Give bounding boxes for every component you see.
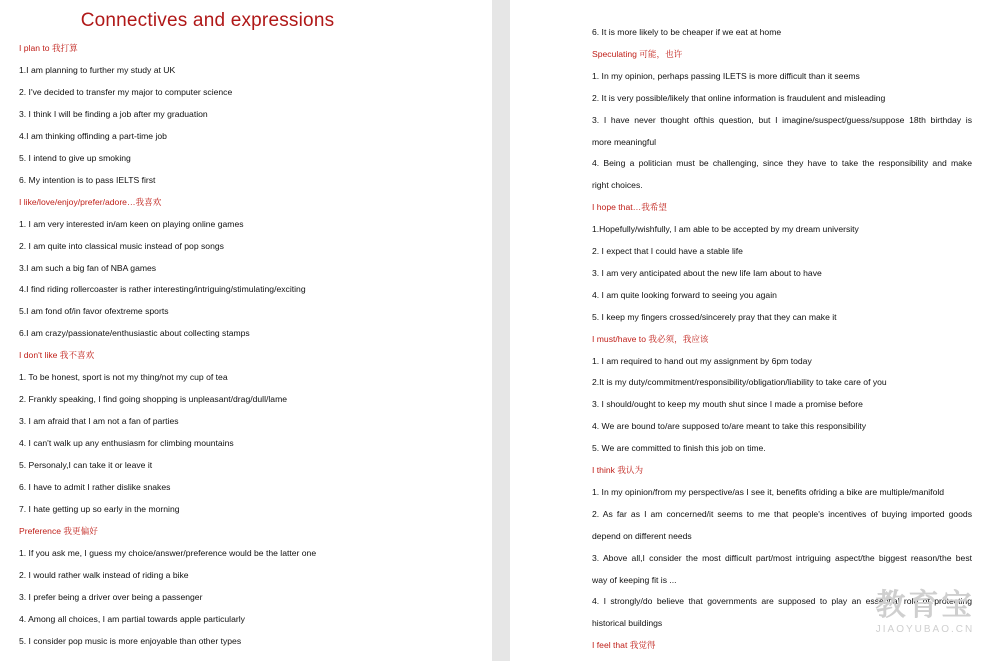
text-line: 5. I keep my fingers crossed/sincerely pray that they can make it	[592, 311, 837, 322]
text-line: 4. Among all choices, I am partial towards apple particularly	[19, 613, 245, 624]
text-line: 6. It is more likely to be cheaper if we eat at home	[592, 27, 782, 37]
section-heading: I think 我认为	[592, 465, 644, 475]
section-heading: I hope that…我希望	[592, 202, 667, 213]
text-line: 1. If you ask me, I guess my choice/answer/preference would be the latter one	[19, 547, 317, 558]
text-line: 4. I can't walk up any enthusiasm for climbing mountains	[19, 438, 234, 449]
text-line: 2. I expect that I could have a stable life	[592, 246, 743, 256]
text-line: 3. I am afraid that I am not a fan of parties	[19, 416, 179, 427]
text-line: 5.I am fond of/in favor ofextreme sports	[19, 306, 169, 317]
text-line: 2. Frankly speaking, I find going shopping is unpleasant/drag/dull/lame	[19, 394, 288, 405]
section-heading: Preference 我更偏好	[19, 525, 98, 536]
text-line: 6.I am crazy/passionate/enthusiastic about collecting stamps	[19, 328, 250, 339]
text-line: depend on different needs	[592, 530, 692, 541]
section-heading: I must/have to 我必须，我应该	[592, 333, 709, 344]
text-line: 1.I am planning to further my study at UK	[19, 64, 176, 75]
text-line: 2. I've decided to transfer my major to computer science	[19, 86, 233, 97]
section-heading: I don't like 我不喜欢	[19, 350, 95, 361]
text-line: 3. I am very anticipated about the new life Iam about to have	[592, 267, 822, 278]
section-heading: Speculating 可能，也许	[592, 48, 683, 59]
text-line: historical buildings	[592, 618, 663, 629]
text-line: 3. I think I will be finding a job after my graduation	[19, 108, 208, 119]
text-line: 1. In my opinion, perhaps passing ILETS is more difficult than it seems	[592, 70, 860, 81]
text-line: 5. I consider pop music is more enjoyable than other types	[19, 635, 242, 646]
text-line: 4.I find riding rollercoaster is rather interesting/intriguing/stimulating/exciting	[19, 284, 306, 295]
text-line: 1.Hopefully/wishfully, I am able to be accepted by my dream university	[592, 224, 859, 235]
text-line: 5. I intend to give up smoking	[19, 152, 131, 163]
section-heading: I feel that 我觉得	[592, 640, 656, 651]
section-heading: I like/love/enjoy/prefer/adore…我喜欢	[19, 196, 162, 207]
text-line: 4. I am quite looking forward to seeing you again	[592, 289, 777, 300]
text-line: 3. I should/ought to keep my mouth shut since I made a promise before	[592, 399, 863, 410]
text-line: 5. We are committed to finish this job on time.	[592, 443, 766, 454]
text-line: 2. It is very possible/likely that online information is fraudulent and misleading	[592, 92, 886, 103]
text-line: 2. As far as I am concerned/it seems to me that people's incentives of buying imported goods	[592, 508, 972, 519]
text-line: 5. Personaly,I can take it or leave it	[19, 460, 153, 471]
document-page-right	[510, 0, 1005, 661]
watermark-text-en: JIAOYUBAO.CN	[875, 624, 975, 635]
text-line: right choices.	[592, 180, 643, 191]
watermark-text-cn: 教育宝	[875, 588, 975, 623]
text-line: 3.I am such a big fan of NBA games	[19, 262, 157, 273]
watermark-logo	[861, 588, 989, 648]
text-line: 1. In my opinion/from my perspective/as I see it, benefits ofriding a bike are multiple/manifold	[592, 486, 945, 497]
page-title: Connectives and expressions	[80, 10, 335, 31]
section-heading: I plan to 我打算	[19, 43, 78, 53]
text-line: 4.I am thinking offinding a part-time job	[19, 130, 167, 141]
text-line: 3. Above all,I consider the most difficult part/most intriguing aspect/the biggest reason/the best	[592, 552, 972, 563]
text-line: 4. We are bound to/are supposed to/are meant to take this responsibility	[592, 421, 867, 432]
text-line: 1. I am very interested in/am keen on playing online games	[19, 218, 244, 229]
text-line: 6. I have to admit I rather dislike snakes	[19, 482, 171, 492]
text-line: 7. I hate getting up so early in the morning	[19, 503, 180, 514]
text-line: 2. I would rather walk instead of riding a bike	[19, 569, 189, 580]
text-line: 4. I strongly/do believe that governments are supposed to play an essential role of protecting	[592, 596, 972, 607]
text-line: 2. I am quite into classical music instead of pop songs	[19, 240, 224, 251]
text-line: 3. I prefer being a driver over being a passenger	[19, 591, 203, 602]
text-line: more meaningful	[592, 136, 657, 147]
text-line: 6. My intention is to pass IELTS first	[19, 174, 156, 185]
text-line: 4. Being a politician must be challenging, since they have to take the responsibility and make	[592, 158, 972, 169]
text-line: 3. I have never thought ofthis question, but I imagine/suspect/guess/suppose 18th birthday is	[592, 114, 972, 125]
text-line: 1. To be honest, sport is not my thing/not my cup of tea	[19, 372, 228, 383]
document-page-left	[0, 0, 492, 661]
text-line: way of keeping fit is ...	[592, 574, 677, 585]
text-line: 1. I am required to hand out my assignment by 6pm today	[592, 355, 812, 366]
text-line: 2.It is my duty/commitment/responsibility/obligation/liability to take care of you	[592, 377, 887, 388]
